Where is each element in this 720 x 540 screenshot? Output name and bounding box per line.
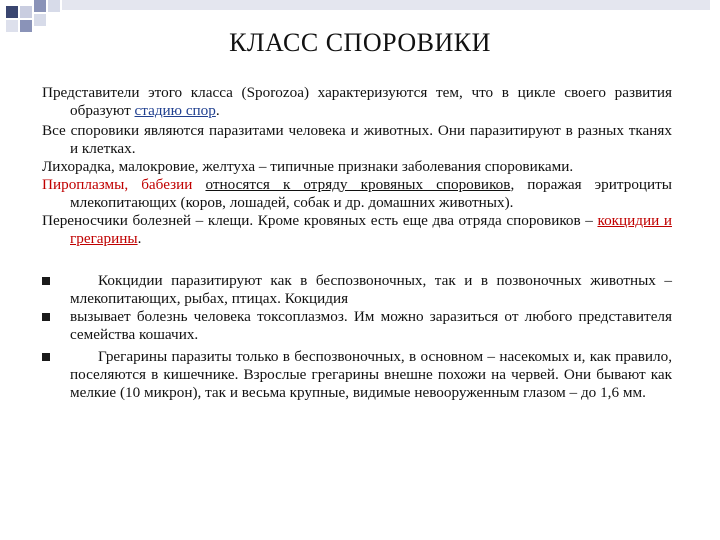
bullet-list: [42, 272, 672, 402]
text-span: .: [137, 230, 142, 247]
text-span: Лихорадка, малокровие, желтуха – типичные признаки заболевания споровиками.: [42, 158, 574, 175]
bullet-item-coccidia: [42, 272, 672, 308]
bullet-text: Грегарины паразиты только в беспозвоночных, в основном – насекомых и, как правило, поселяются в кишечнике. Взрослые грегарины внешне похожи на червей. Они бывают как мелкие (10 микрон), так и весьма крупные, видимые невооруженным глазом – до 1,6 мм.: [70, 348, 672, 401]
deco-bar: [62, 0, 710, 10]
text-span: Все споровики являются паразитами человека и животных. Они паразитируют в разных тканях и клетках.: [42, 122, 672, 157]
bullet-text: вызывает болезнь человека токсоплазмоз. Им можно заразиться от любого представителя семейства кошачих.: [70, 308, 672, 343]
text-span: Представители этого класса (Sporozoa) характеризуются тем, что в цикле своего развития образуют: [42, 84, 672, 119]
page-title: КЛАСС СПОРОВИКИ: [229, 28, 491, 57]
bullet-square-icon: [42, 313, 50, 321]
paragraph-vectors: [42, 212, 672, 248]
content-body: [42, 84, 672, 402]
term-spore-stage: стадию спор: [134, 102, 216, 119]
term-blood-sporozoa: относятся к отряду кровяных споровиков: [205, 176, 511, 193]
deco-square-dark: [6, 6, 18, 18]
paragraph-piroplasms: [42, 176, 672, 212]
deco-square-light: [34, 14, 46, 26]
text-span: [192, 176, 205, 193]
deco-square-mid: [34, 0, 46, 12]
text-span: , поражая эритроциты млекопитающих (коров, лошадей, собак и др. домашних животных).: [70, 176, 673, 211]
deco-square-light: [48, 0, 60, 12]
text-span: .: [215, 102, 220, 119]
text-span: Переносчики болезней – клещи. Кроме кровяных есть еще два отряда споровиков –: [42, 212, 598, 229]
bullet-item-toxoplasmosis: [42, 308, 672, 344]
bullet-square-icon: [42, 277, 50, 285]
paragraph-symptoms: [42, 158, 672, 176]
bullet-item-gregarines: [42, 348, 672, 402]
term-coccidia-gregarines: кокцидии и грегарины: [70, 212, 672, 247]
bullet-text: Кокцидии паразитируют как в беспозвоночных, так и в позвоночных животных – млекопитающих, рыбах, птицах. Кокцидия: [70, 272, 672, 307]
term-piroplasms: Пироплазмы, бабезии: [42, 176, 193, 193]
deco-square-light: [20, 6, 32, 18]
paragraph-sporozoa-intro: [42, 84, 672, 120]
paragraph-parasites: [42, 122, 672, 158]
bullet-square-icon: [42, 353, 50, 361]
